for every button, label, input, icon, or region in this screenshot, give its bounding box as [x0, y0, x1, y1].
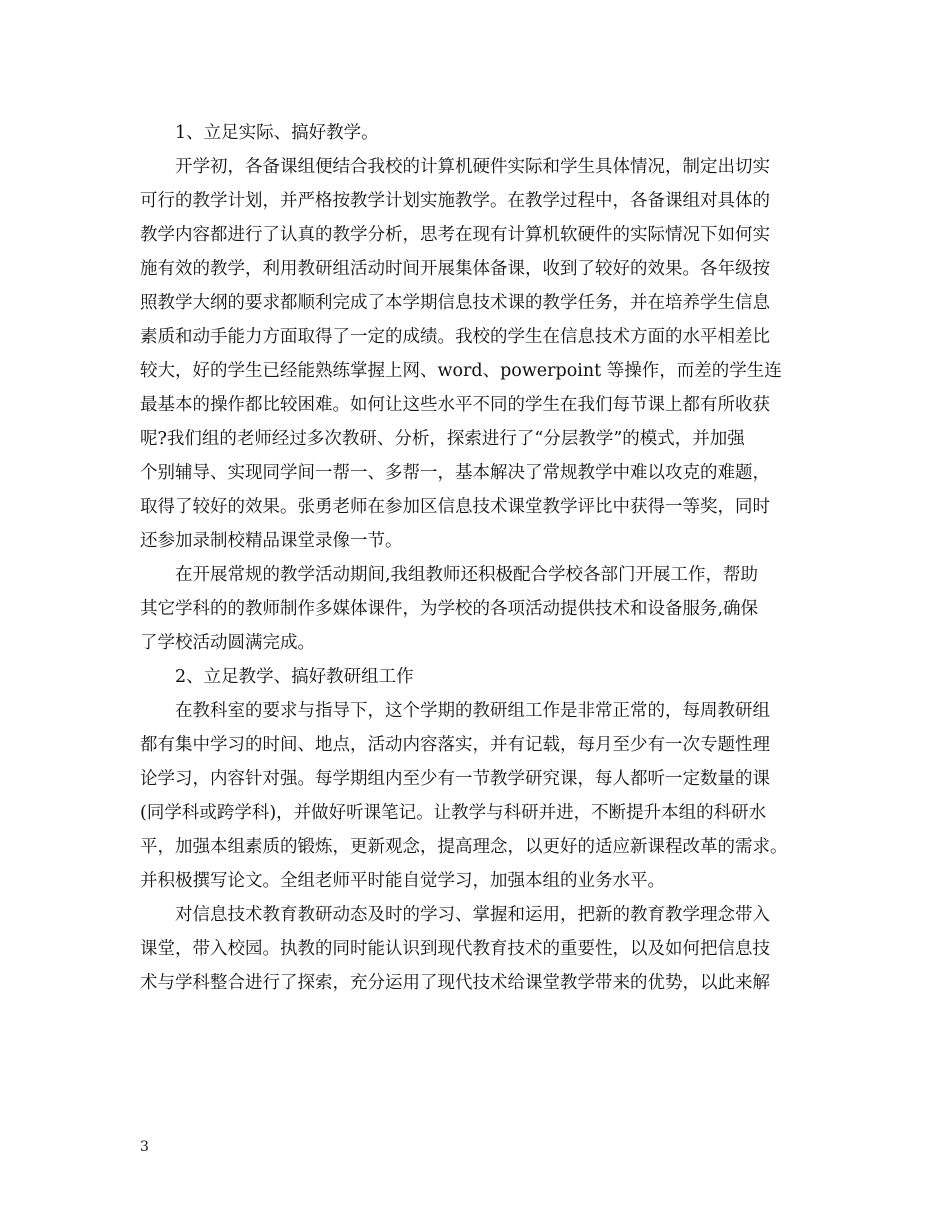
paragraph-line: 在教科室的要求与指导下，这个学期的教研组工作是非常正常的，每周教研组	[175, 701, 770, 721]
paragraph-line: 课堂，带入校园。执教的同时能认识到现代教育技术的重要性，以及如何把信息技	[140, 939, 770, 959]
page-number: 3	[140, 1139, 149, 1155]
paragraph-line: (同学科或跨学科)，并做好听课笔记。让教学与科研并进，不断提升本组的科研水	[140, 803, 767, 823]
paragraph-line: 取得了较好的效果。张勇老师在参加区信息技术课堂教学评比中获得一等奖，同时	[140, 497, 770, 517]
paragraph-line: 呢?我们组的老师经过多次教研、分析，探索进行了“分层教学”的模式，并加强	[140, 429, 745, 449]
paragraph-line: 开学初，各备课组便结合我校的计算机硬件实际和学生具体情况，制定出切实	[175, 157, 770, 177]
paragraph-line: 最基本的操作都比较困难。如何让这些水平不同的学生在我们每节课上都有所收获	[140, 395, 770, 415]
paragraph-line: 并积极撰写论文。全组老师平时能自觉学习，加强本组的业务水平。	[140, 871, 665, 891]
paragraph-line: 对信息技术教育教研动态及时的学习、掌握和运用，把新的教育教学理念带入	[175, 905, 770, 925]
paragraph-line: 都有集中学习的时间、地点，活动内容落实，并有记载，每月至少有一次专题性理	[140, 735, 770, 755]
paragraph-line: 教学内容都进行了认真的教学分析，思考在现有计算机软硬件的实际情况下如何实	[140, 225, 770, 245]
document-body	[140, 116, 820, 1000]
paragraph-line: 还参加录制校精品课堂录像一节。	[140, 531, 403, 551]
paragraph-line: 其它学科的的教师制作多媒体课件，为学校的各项活动提供技术和设备服务,确保	[140, 599, 759, 619]
paragraph-line: 较大，好的学生已经能熟练掌握上网、word、powerpoint 等操作，而差的学生连	[140, 361, 782, 381]
section-heading-2: 2、立足教学、搞好教研组工作	[175, 667, 414, 687]
paragraph-line: 了学校活动圆满完成。	[140, 633, 315, 653]
paragraph-line: 素质和动手能力方面取得了一定的成绩。我校的学生在信息技术方面的水平相差比	[140, 327, 770, 347]
paragraph-line: 平，加强本组素质的锻炼，更新观念，提高理念，以更好的适应新课程改革的需求。	[140, 837, 788, 857]
paragraph-line: 术与学科整合进行了探索，充分运用了现代技术给课堂教学带来的优势，以此来解	[140, 973, 770, 993]
section-heading-1: 1、立足实际、搞好教学。	[175, 123, 379, 143]
paragraph-line: 可行的教学计划，并严格按教学计划实施教学。在教学过程中，各备课组对具体的	[140, 191, 770, 211]
paragraph-line: 在开展常规的教学活动期间,我组教师还积极配合学校各部门开展工作，帮助	[175, 565, 759, 585]
paragraph-line: 施有效的教学，利用教研组活动时间开展集体备课，收到了较好的效果。各年级按	[140, 259, 770, 279]
paragraph-line: 论学习，内容针对强。每学期组内至少有一节教学研究课，每人都听一定数量的课	[140, 769, 770, 789]
paragraph-line: 照教学大纲的要求都顺利完成了本学期信息技术课的教学任务，并在培养学生信息	[140, 293, 770, 313]
paragraph-line: 个别辅导、实现同学间一帮一、多帮一，基本解决了常规教学中难以攻克的难题，	[140, 463, 770, 483]
